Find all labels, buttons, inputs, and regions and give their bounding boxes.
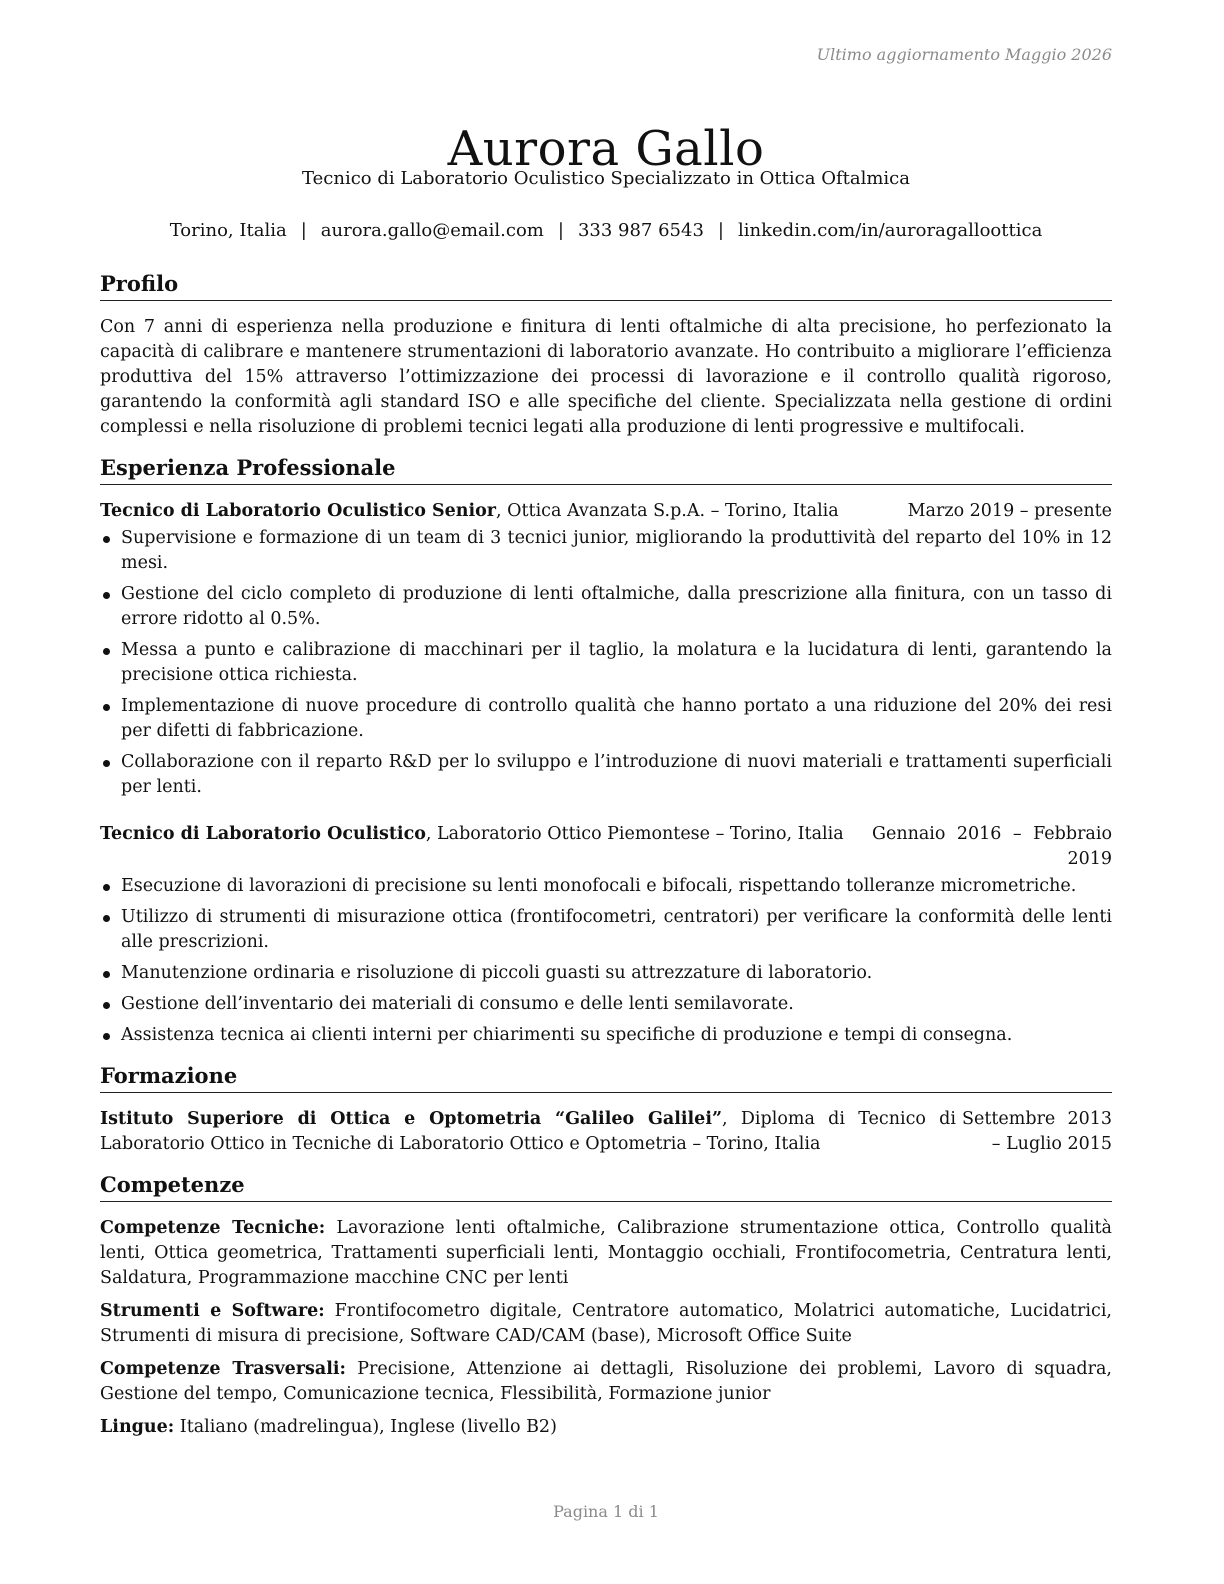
job-dates: Marzo 2019 – presente [907, 501, 1112, 521]
bullet-icon [103, 971, 110, 978]
education-section [100, 1062, 1112, 1157]
skill-label: Lingue: [100, 1417, 175, 1437]
skill-group [100, 1415, 1112, 1440]
bullet-icon [103, 704, 110, 711]
skill-label: Competenze Trasversali: [100, 1359, 346, 1379]
resume-page [100, 0, 1112, 1584]
list-item: Supervisione e formazione di un team di 3 tecnici junior, migliorando la produttività del reparto del 10% in 12 mesi. [100, 526, 1112, 576]
profile-text: Con 7 anni di esperienza nella produzione e finitura di lenti oftalmiche di alta precisione, ho perfezionato la capacità di calibrare e mantenere strumentazioni di laboratorio avanzate. Ho contribuito a migliorare l’efficienza produttiva del 15% attraverso l’ottimizzazione dei processi di lavorazione e il controllo qualità rigoroso, garantendo la conformità agli standard ISO e alle specifiche del cliente. Specializzata nella gestione di ordini complessi e nella risoluzione di problemi tecnici legati alla produzione di lenti progressive e multifocali. [100, 317, 1112, 437]
job-header [100, 499, 1112, 524]
section-title-experience: Esperienza Professionale [100, 454, 1112, 485]
bullet-icon [103, 884, 110, 891]
skill-label: Competenze Tecniche: [100, 1218, 326, 1238]
job-entry [100, 499, 1112, 800]
section-title-education: Formazione [100, 1062, 1112, 1093]
bullet-icon [103, 536, 110, 543]
job-role: Tecnico di Laboratorio Oculistico [100, 824, 426, 844]
job-company: , Laboratorio Ottico Piemontese – Torino, Italia [425, 824, 844, 844]
skill-label: Strumenti e Software: [100, 1301, 325, 1321]
job-bullets [100, 874, 1112, 1048]
job-company: , Ottica Avanzata S.p.A. – Torino, Italia [496, 501, 839, 521]
bullet-icon [103, 592, 110, 599]
list-item: Messa a punto e calibrazione di macchinari per il taglio, la molatura e la lucidatura di lenti, garantendo la precisione ottica richiesta. [100, 638, 1112, 688]
list-item: Utilizzo di strumenti di misurazione ottica (frontifocometri, centratori) per verificare la conformità delle lenti alle prescrizioni. [100, 905, 1112, 955]
education-entry [100, 1107, 1112, 1157]
contact-separator: | [717, 220, 724, 241]
list-item: Collaborazione con il reparto R&D per lo sviluppo e l’introduzione di nuovi materiali e trattamenti superficiali per lenti. [100, 750, 1112, 800]
job-title: Tecnico di Laboratorio Oculistico Specializzato in Ottica Oftalmica [302, 168, 910, 189]
resume-content [100, 270, 1112, 1448]
page-number: Pagina 1 di 1 [553, 1502, 659, 1521]
skill-value: Lavorazione lenti oftalmiche, Calibrazione strumentazione ottica, Controllo qualità lenti, Ottica geometrica, Trattamenti superficiali lenti, Montaggio occhiali, Frontifocometria, Centratura lenti, Saldatura, Programmazione macchine CNC per lenti [100, 1218, 1112, 1288]
bullet-icon [103, 1002, 110, 1009]
candidate-name: Aurora Gallo [447, 121, 765, 178]
list-item: Esecuzione di lavorazioni di precisione su lenti monofocali e bifocali, rispettando tolleranze micrometriche. [100, 874, 1112, 899]
bullet-icon [103, 648, 110, 655]
skills-section [100, 1171, 1112, 1440]
skill-group [100, 1357, 1112, 1407]
skill-value: Frontifocometro digitale, Centratore automatico, Molatrici automatiche, Lucidatrici, Strumenti di misura di precisione, Software CAD/CAM (base), Microsoft Office Suite [100, 1301, 1112, 1346]
section-title-profile: Profilo [100, 270, 1112, 301]
last-updated: Ultimo aggiornamento Maggio 2026 [816, 45, 1112, 64]
list-item: Gestione dell’inventario dei materiali di consumo e delle lenti semilavorate. [100, 992, 1112, 1017]
skill-group [100, 1299, 1112, 1349]
list-item: Assistenza tecnica ai clienti interni per chiarimenti su specifiche di produzione e tempi di consegna. [100, 1023, 1112, 1048]
job-bullets [100, 526, 1112, 800]
list-item: Implementazione di nuove procedure di controllo qualità che hanno portato a una riduzione del 20% dei resi per difetti di fabbricazione. [100, 694, 1112, 744]
contact-separator: | [557, 220, 564, 241]
job-role-line [100, 822, 852, 847]
contact-separator: | [300, 220, 307, 241]
job-dates: Gennaio 2016 – Febbraio 2019 [872, 824, 1112, 869]
education-school: Istituto Superiore di Ottica e Optometria “Galileo Galilei” [100, 1109, 723, 1129]
job-header [100, 822, 1112, 872]
skill-value: Precisione, Attenzione ai dettagli, Risoluzione dei problemi, Lavoro di squadra, Gestione del tempo, Comunicazione tecnica, Flessibilità, Formazione junior [100, 1359, 1112, 1404]
education-detail: , Diploma di Tecnico di Laboratorio Ottico in Tecniche di Laboratorio Ottico e Optometria – Torino, Italia [100, 1109, 956, 1154]
job-entry [100, 822, 1112, 1048]
list-item: Gestione del ciclo completo di produzione di lenti oftalmiche, dalla prescrizione alla finitura, con un tasso di errore ridotto al 0.5%. [100, 582, 1112, 632]
contact-phone: 333 987 6543 [577, 220, 704, 241]
contact-email[interactable]: aurora.gallo@email.com [320, 220, 544, 241]
list-item: Manutenzione ordinaria e risoluzione di piccoli guasti su attrezzature di laboratorio. [100, 961, 1112, 986]
bullet-icon [103, 915, 110, 922]
contact-city: Torino, Italia [169, 220, 287, 241]
bullet-icon [103, 760, 110, 767]
contact-line [100, 220, 1112, 241]
skill-group [100, 1216, 1112, 1291]
skill-value: Italiano (madrelingua), Inglese (livello B2) [174, 1417, 557, 1437]
education-dates: Settembre 2013 – Luglio 2015 [962, 1109, 1112, 1154]
education-line [100, 1107, 956, 1157]
job-role: Tecnico di Laboratorio Oculistico Senior [100, 501, 497, 521]
job-role-line [100, 499, 888, 524]
bullet-icon [103, 1033, 110, 1040]
section-title-skills: Competenze [100, 1171, 1112, 1202]
contact-linkedin[interactable]: linkedin.com/in/auroragalloottica [738, 220, 1043, 241]
